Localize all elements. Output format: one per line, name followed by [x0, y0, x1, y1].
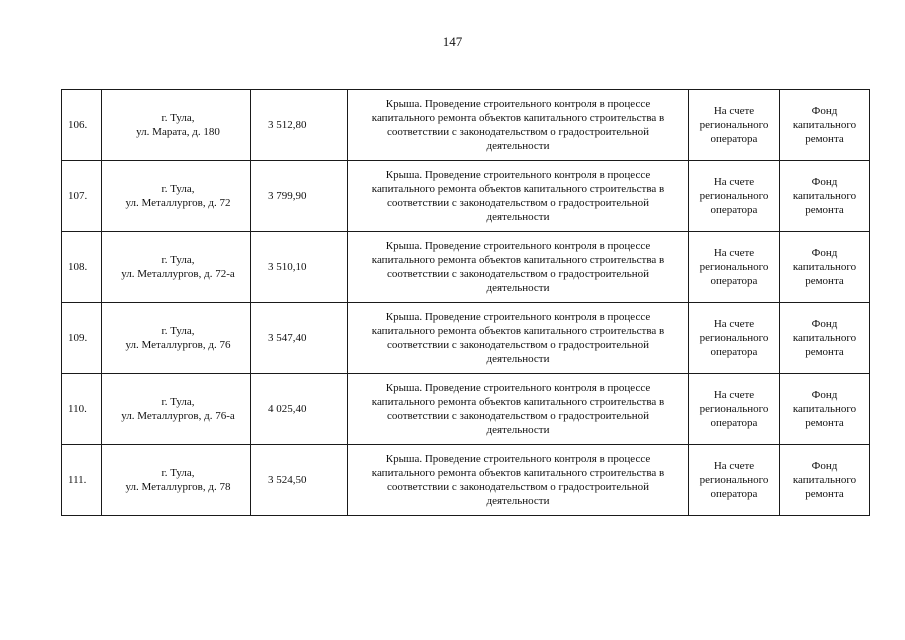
account-line: На счете: [713, 105, 755, 117]
funding-source-cell: [780, 445, 870, 516]
work-line: Крыша. Проведение строительного контроля в процессе: [385, 98, 651, 110]
funding-source-line: Фонд: [811, 318, 838, 330]
work-line: капитального ремонта объектов капитального строительства в: [371, 325, 665, 337]
work-line: Крыша. Проведение строительного контроля в процессе: [385, 169, 651, 181]
account-cell: [689, 374, 780, 445]
work-line: деятельности: [486, 424, 550, 436]
work-line: Крыша. Проведение строительного контроля в процессе: [385, 453, 651, 465]
funding-source-cell: [780, 90, 870, 161]
account-cell: [689, 232, 780, 303]
table-row: [62, 374, 870, 445]
work-line: деятельности: [486, 495, 550, 507]
funding-source-line: ремонта: [805, 275, 844, 287]
work-line: капитального ремонта объектов капитального строительства в: [371, 112, 665, 124]
funding-source-cell: [780, 161, 870, 232]
address-street: ул. Металлургов, д. 76-а: [121, 410, 235, 422]
work-line: соответствии с законодательством о градостроительной: [386, 339, 649, 351]
account-line: На счете: [713, 389, 755, 401]
repair-works-table: [61, 89, 870, 516]
work-line: капитального ремонта объектов капитального строительства в: [371, 254, 665, 266]
funding-source-line: капитального: [792, 332, 857, 344]
area-value: 3 547,40: [251, 303, 348, 374]
work-line: капитального ремонта объектов капитального строительства в: [371, 396, 665, 408]
row-number: 109.: [62, 303, 102, 374]
table-row: [62, 161, 870, 232]
work-line: Крыша. Проведение строительного контроля в процессе: [385, 240, 651, 252]
work-line: деятельности: [486, 140, 550, 152]
address-street: ул. Металлургов, д. 78: [125, 481, 231, 493]
funding-source-line: капитального: [792, 190, 857, 202]
work-description-cell: [348, 374, 689, 445]
funding-source-line: Фонд: [811, 176, 838, 188]
account-line: регионального: [699, 403, 769, 415]
account-line: регионального: [699, 119, 769, 131]
funding-source-line: ремонта: [805, 346, 844, 358]
work-line: Крыша. Проведение строительного контроля в процессе: [385, 311, 651, 323]
area-value: 3 510,10: [251, 232, 348, 303]
account-line: оператора: [710, 417, 758, 429]
area-value: 3 524,50: [251, 445, 348, 516]
work-description-cell: [348, 90, 689, 161]
address-cell: [102, 161, 251, 232]
table-row: [62, 303, 870, 374]
address-city: г. Тула,: [161, 112, 195, 124]
row-number: 110.: [62, 374, 102, 445]
area-value: 3 799,90: [251, 161, 348, 232]
account-line: оператора: [710, 204, 758, 216]
funding-source-line: капитального: [792, 119, 857, 131]
work-line: соответствии с законодательством о градостроительной: [386, 410, 649, 422]
account-cell: [689, 303, 780, 374]
work-line: соответствии с законодательством о градостроительной: [386, 126, 649, 138]
address-street: ул. Марата, д. 180: [136, 126, 220, 138]
funding-source-line: ремонта: [805, 417, 844, 429]
funding-source-cell: [780, 374, 870, 445]
account-line: На счете: [713, 176, 755, 188]
row-number: 106.: [62, 90, 102, 161]
address-street: ул. Металлургов, д. 72: [125, 197, 231, 209]
page-number: 147: [442, 34, 463, 49]
account-line: регионального: [699, 474, 769, 486]
work-line: капитального ремонта объектов капитального строительства в: [371, 183, 665, 195]
area-value: 4 025,40: [251, 374, 348, 445]
address-city: г. Тула,: [161, 467, 195, 479]
account-line: оператора: [710, 275, 758, 287]
address-cell: [102, 303, 251, 374]
address-city: г. Тула,: [161, 183, 195, 195]
address-street: ул. Металлургов, д. 72-а: [121, 268, 235, 280]
row-number: 107.: [62, 161, 102, 232]
funding-source-line: капитального: [792, 261, 857, 273]
funding-source-cell: [780, 303, 870, 374]
work-line: деятельности: [486, 211, 550, 223]
address-cell: [102, 374, 251, 445]
work-line: соответствии с законодательством о градостроительной: [386, 197, 649, 209]
work-line: соответствии с законодательством о градостроительной: [386, 481, 649, 493]
work-line: Крыша. Проведение строительного контроля в процессе: [385, 382, 651, 394]
funding-source-line: ремонта: [805, 204, 844, 216]
funding-source-line: Фонд: [811, 247, 838, 259]
table-row: [62, 232, 870, 303]
area-value: 3 512,80: [251, 90, 348, 161]
work-description-cell: [348, 232, 689, 303]
work-description-cell: [348, 303, 689, 374]
funding-source-line: капитального: [792, 474, 857, 486]
funding-source-line: Фонд: [811, 105, 838, 117]
work-line: капитального ремонта объектов капитального строительства в: [371, 467, 665, 479]
funding-source-line: ремонта: [805, 133, 844, 145]
table-row: [62, 90, 870, 161]
account-cell: [689, 90, 780, 161]
address-cell: [102, 445, 251, 516]
address-city: г. Тула,: [161, 325, 195, 337]
work-description-cell: [348, 445, 689, 516]
account-cell: [689, 445, 780, 516]
address-city: г. Тула,: [161, 254, 195, 266]
account-line: оператора: [710, 133, 758, 145]
funding-source-line: Фонд: [811, 389, 838, 401]
account-line: регионального: [699, 190, 769, 202]
work-line: деятельности: [486, 282, 550, 294]
work-line: соответствии с законодательством о градостроительной: [386, 268, 649, 280]
account-line: На счете: [713, 460, 755, 472]
work-line: деятельности: [486, 353, 550, 365]
funding-source-line: Фонд: [811, 460, 838, 472]
account-line: оператора: [710, 346, 758, 358]
funding-source-line: капитального: [792, 403, 857, 415]
account-line: На счете: [713, 247, 755, 259]
account-line: регионального: [699, 332, 769, 344]
account-line: На счете: [713, 318, 755, 330]
address-cell: [102, 90, 251, 161]
table-body: [62, 90, 870, 516]
funding-source-line: ремонта: [805, 488, 844, 500]
address-street: ул. Металлургов, д. 76: [125, 339, 231, 351]
table-row: [62, 445, 870, 516]
row-number: 108.: [62, 232, 102, 303]
address-city: г. Тула,: [161, 396, 195, 408]
row-number: 111.: [62, 445, 102, 516]
address-cell: [102, 232, 251, 303]
account-line: регионального: [699, 261, 769, 273]
work-description-cell: [348, 161, 689, 232]
funding-source-cell: [780, 232, 870, 303]
account-line: оператора: [710, 488, 758, 500]
account-cell: [689, 161, 780, 232]
